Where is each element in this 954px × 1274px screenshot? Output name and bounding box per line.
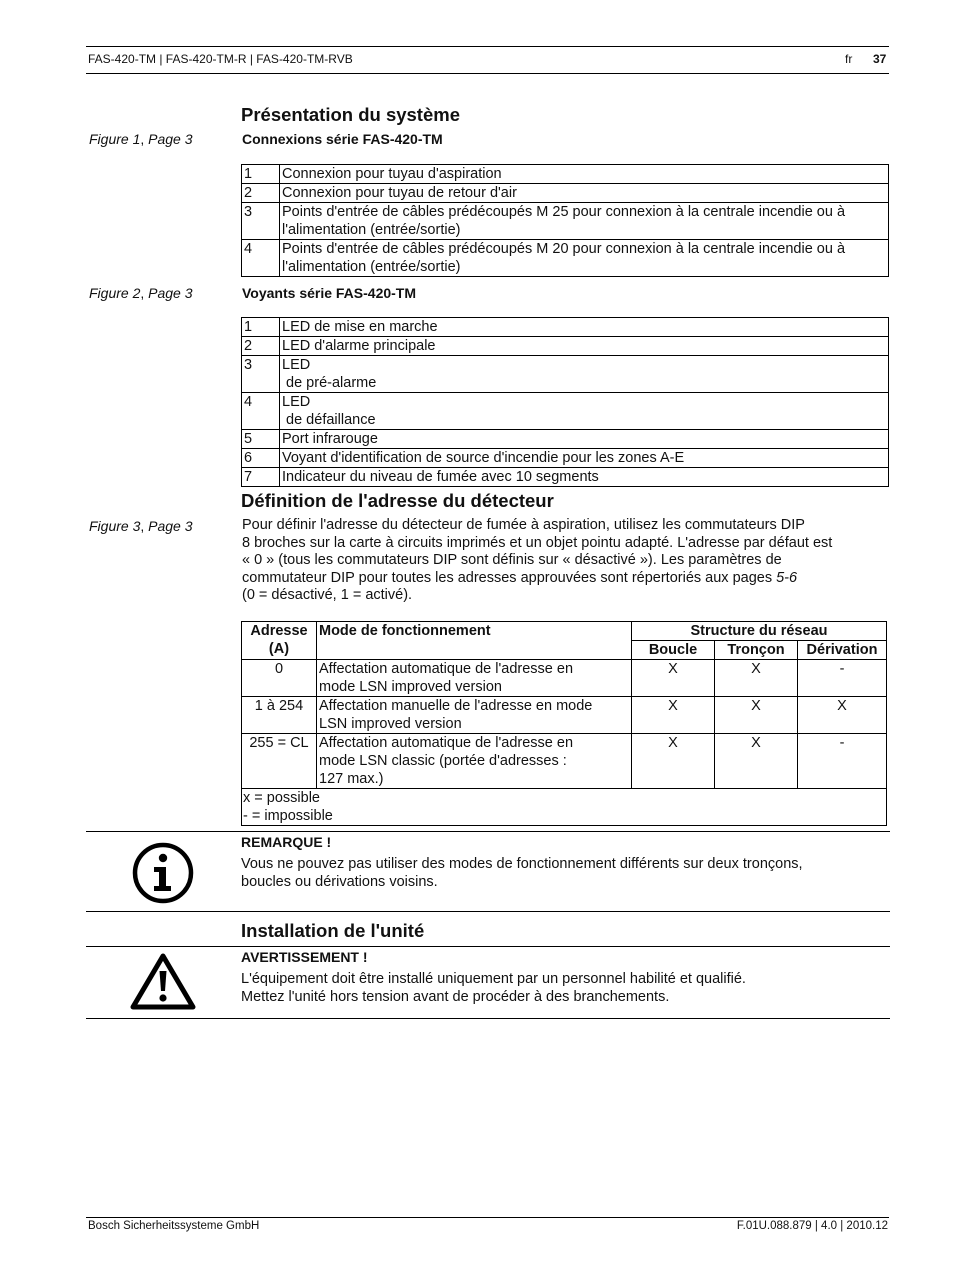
table-row: 1 Connexion pour tuyau d'aspiration: [242, 165, 889, 184]
table-row: 3 LED de pré-alarme: [242, 356, 889, 393]
footer-reference: F.01U.088.879 | 4.0 | 2010.12: [736, 1220, 888, 1232]
footer-rule: [86, 1217, 889, 1218]
legend-possible: x = possible: [243, 790, 320, 806]
header-address: Adresse (A): [242, 622, 317, 660]
table-row: 2 LED d'alarme principale: [242, 337, 889, 356]
header-derivation: Dérivation: [798, 641, 887, 660]
figure-2-reference[interactable]: Figure 2, Page 3: [89, 285, 193, 301]
table-legend-row: [242, 789, 887, 826]
header-bottom-rule: [86, 73, 889, 74]
figure-2-label: Figure 2: [89, 285, 141, 301]
header-doc-title: FAS-420-TM | FAS-420-TM-R | FAS-420-TM-RVB: [88, 52, 353, 66]
figure-3-label: Figure 3: [89, 518, 141, 534]
note-title: REMARQUE !: [241, 834, 332, 850]
info-icon: [132, 842, 194, 904]
table-row: 255 = CL Affectation automatique de l'adresse en mode LSN classic (portée d'adresses : 127 max.) X X -: [242, 734, 887, 789]
table-row: 3 Points d'entrée de câbles prédécoupés M 25 pour connexion à la centrale incendie ou à l'alimentation (entrée/sortie): [242, 203, 889, 240]
figure-2-legend-table: [241, 317, 889, 487]
address-paragraph: Pour définir l'adresse du détecteur de fumée à aspiration, utilisez les commutateurs DIP 8 broches sur la carte à circuits imprimés et un objet pointu adapté. L'adresse par défaut est « 0 » (tous les commutateurs DIP sont définis sur « désactivé »). Les paramètres de commutateur DIP pour toutes les adresses approuvées sont répertoriés aux pages 5-6 (0 = désactivé, 1 = activé).: [242, 517, 833, 603]
figure-3-page: Page 3: [148, 518, 193, 534]
note-bottom-rule: [86, 911, 890, 912]
section-title-presentation: Présentation du système: [241, 104, 460, 125]
header-language: fr: [845, 52, 853, 66]
figure-1-page: Page 3: [148, 131, 193, 147]
table-row: 5 Port infrarouge: [242, 430, 889, 449]
table-row: 4 Points d'entrée de câbles prédécoupés M 20 pour connexion à la centrale incendie ou à l'alimentation (entrée/sortie): [242, 240, 889, 277]
figure-1-legend-table: [241, 164, 889, 277]
table-row: 0 Affectation automatique de l'adresse en mode LSN improved version X X -: [242, 660, 887, 697]
address-table: [241, 621, 887, 826]
table-row: 2 Connexion pour tuyau de retour d'air: [242, 184, 889, 203]
warning-text: L'équipement doit être installé uniquement par un personnel habilité et qualifié. Mettez l'unité hors tension avant de procéder à des branchements.: [241, 971, 746, 1005]
figure-2-subtitle: Voyants série FAS-420-TM: [242, 285, 417, 301]
figure-1-reference[interactable]: Figure 1, Page 3: [89, 131, 193, 147]
figure-1-label: Figure 1: [89, 131, 141, 147]
figure-1-subtitle: Connexions série FAS-420-TM: [242, 131, 443, 147]
header-top-rule: [86, 46, 889, 47]
figure-2-page: Page 3: [148, 285, 193, 301]
table-row: 7 Indicateur du niveau de fumée avec 10 segments: [242, 468, 889, 487]
footer-company: Bosch Sicherheitssysteme GmbH: [88, 1220, 260, 1232]
table-row: 6 Voyant d'identification de source d'incendie pour les zones A-E: [242, 449, 889, 468]
note-top-rule: [86, 831, 890, 832]
table-header-row: [242, 622, 887, 641]
section-title-address: Définition de l'adresse du détecteur: [241, 490, 554, 511]
header-mode: Mode de fonctionnement: [317, 622, 632, 660]
pages-link[interactable]: 5-6: [776, 569, 798, 586]
header-troncon: Tronçon: [715, 641, 798, 660]
legend-impossible: - = impossible: [243, 808, 333, 824]
warning-bottom-rule: [86, 1018, 890, 1019]
note-text: Vous ne pouvez pas utiliser des modes de fonctionnement différents sur deux tronçons, boucles ou dérivations voisins.: [241, 856, 803, 890]
table-row: 4 LED de défaillance: [242, 393, 889, 430]
warning-icon: [129, 951, 197, 1011]
warning-top-rule: [86, 946, 890, 947]
header-boucle: Boucle: [632, 641, 715, 660]
table-row: 1 LED de mise en marche: [242, 318, 889, 337]
header-page-number: 37: [873, 52, 887, 66]
table-row: 1 à 254 Affectation manuelle de l'adresse en mode LSN improved version X X X: [242, 697, 887, 734]
header-network-structure: Structure du réseau: [632, 622, 887, 641]
warning-title: AVERTISSEMENT !: [241, 949, 368, 965]
section-title-installation: Installation de l'unité: [241, 920, 425, 941]
figure-3-reference[interactable]: Figure 3, Page 3: [89, 518, 193, 534]
